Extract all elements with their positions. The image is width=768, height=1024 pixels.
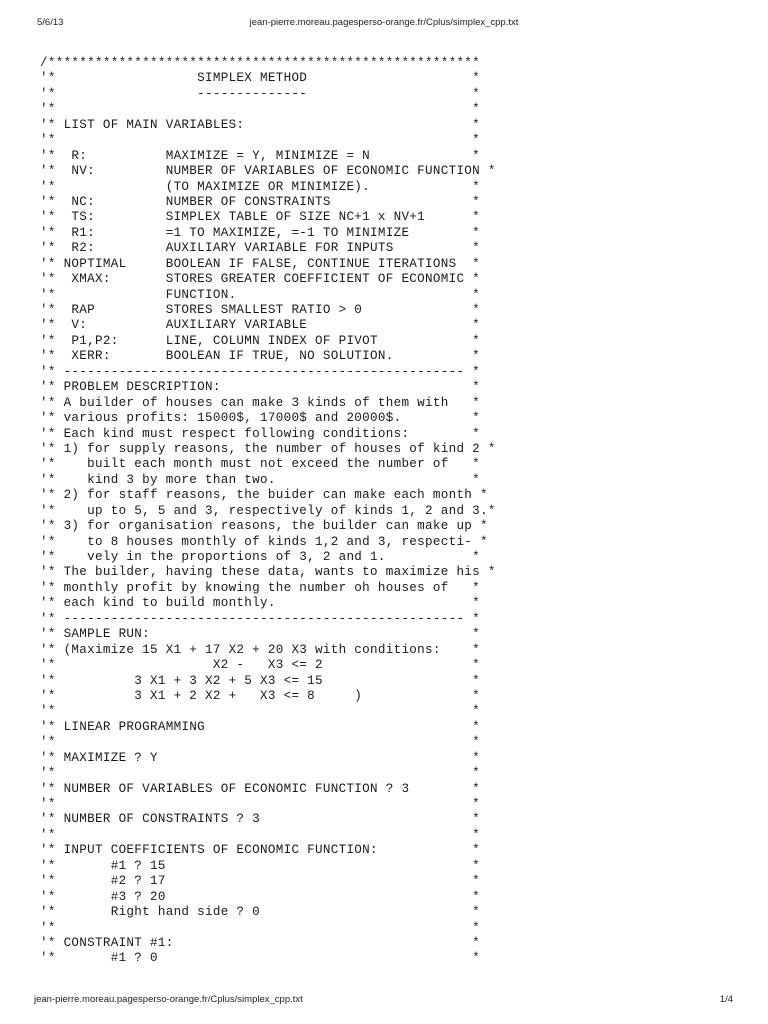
listing-line: '* SIMPLEX METHOD * bbox=[40, 71, 481, 86]
listing-line: '* 3 X1 + 2 X2 + X3 <= 8 ) * bbox=[40, 688, 481, 703]
listing-line: '* --------------------------------------------------- * bbox=[40, 364, 481, 379]
listing-line: '* to 8 houses monthly of kinds 1,2 and 3, respecti- * bbox=[40, 534, 488, 549]
listing-line: '* P1,P2: LINE, COLUMN INDEX OF PIVOT * bbox=[40, 333, 481, 348]
listing-line: '* * bbox=[40, 735, 481, 750]
listing-line: '* monthly profit by knowing the number oh houses of * bbox=[40, 580, 481, 595]
listing-line: '* RAP STORES SMALLEST RATIO > 0 * bbox=[40, 303, 481, 317]
listing-line: '* * bbox=[40, 920, 481, 935]
listing-line: '* * bbox=[40, 766, 481, 781]
listing-line: '* --------------------------------------------------- * bbox=[40, 611, 481, 626]
listing-line: '* XERR: BOOLEAN IF TRUE, NO SOLUTION. * bbox=[40, 349, 481, 364]
listing-line: '* -------------- * bbox=[40, 86, 481, 101]
listing-line: '* * bbox=[40, 704, 481, 719]
listing-line: '* R2: AUXILIARY VARIABLE FOR INPUTS * bbox=[40, 241, 481, 256]
listing-line: '* INPUT COEFFICIENTS OF ECONOMIC FUNCTION: * bbox=[40, 843, 481, 858]
listing-line: '* each kind to build monthly. * bbox=[40, 596, 481, 611]
listing-line: '* various profits: 15000$, 17000$ and 20000$. * bbox=[40, 411, 481, 426]
listing-line: '* * bbox=[40, 797, 481, 811]
listing-line: '* 2) for staff reasons, the buider can make each month * bbox=[40, 488, 488, 503]
listing-line: '* NC: NUMBER OF CONSTRAINTS * bbox=[40, 194, 481, 209]
listing-line: '* #1 ? 0 * bbox=[40, 951, 481, 966]
print-header-url: jean-pierre.moreau.pagesperso-orange.fr/Cplus/simplex_cpp.txt bbox=[249, 17, 519, 28]
listing-line: '* SAMPLE RUN: * bbox=[40, 627, 481, 642]
listing-line: '* XMAX: STORES GREATER COEFFICIENT OF ECONOMIC * bbox=[40, 272, 481, 287]
listing-line: '* 3 X1 + 3 X2 + 5 X3 <= 15 * bbox=[40, 673, 481, 688]
listing-line: '* V: AUXILIARY VARIABLE * bbox=[40, 318, 481, 333]
listing-line: '* 1) for supply reasons, the number of houses of kind 2 * bbox=[40, 441, 496, 456]
listing-line: '* kind 3 by more than two. * bbox=[40, 472, 481, 487]
listing-line: '* LINEAR PROGRAMMING * bbox=[40, 719, 481, 734]
listing-line: '* 3) for organisation reasons, the builder can make up * bbox=[40, 519, 488, 534]
listing-line: '* NUMBER OF VARIABLES OF ECONOMIC FUNCTION ? 3 * bbox=[40, 781, 481, 796]
listing-line: '* #3 ? 20 * bbox=[40, 889, 481, 904]
print-footer bbox=[0, 994, 768, 1008]
listing-line: '* LIST OF MAIN VARIABLES: * bbox=[40, 117, 481, 132]
listing-line: '* The builder, having these data, wants to maximize his * bbox=[40, 565, 496, 580]
print-footer-url: jean-pierre.moreau.pagesperso-orange.fr/Cplus/simplex_cpp.txt bbox=[34, 994, 303, 1005]
listing-line: /******************************************************* bbox=[40, 56, 481, 70]
listing-line: '* NV: NUMBER OF VARIABLES OF ECONOMIC FUNCTION * bbox=[40, 164, 496, 179]
listing-line: '* Each kind must respect following conditions: * bbox=[40, 426, 481, 441]
listing-line: '* * bbox=[40, 102, 481, 117]
listing-line: '* built each month must not exceed the number of * bbox=[40, 457, 481, 472]
listing-line: '* FUNCTION. * bbox=[40, 287, 481, 302]
listing-line: '* * bbox=[40, 827, 481, 842]
listing-line: '* R1: =1 TO MAXIMIZE, =-1 TO MINIMIZE * bbox=[40, 225, 481, 240]
listing-line: '* A builder of houses can make 3 kinds of them with * bbox=[40, 395, 481, 410]
page-number: 1/4 bbox=[719, 994, 733, 1005]
listing-line: '* PROBLEM DESCRIPTION: * bbox=[40, 380, 481, 395]
listing-line: '* NOPTIMAL BOOLEAN IF FALSE, CONTINUE ITERATIONS * bbox=[40, 256, 481, 271]
listing-line: '* #1 ? 15 * bbox=[40, 858, 481, 873]
listing-line: '* MAXIMIZE ? Y * bbox=[40, 750, 481, 765]
print-date: 5/6/13 bbox=[37, 17, 64, 28]
print-header bbox=[0, 17, 768, 31]
listing-line: '* * bbox=[40, 133, 481, 148]
source-listing bbox=[40, 56, 496, 967]
listing-line: '* TS: SIMPLEX TABLE OF SIZE NC+1 x NV+1 * bbox=[40, 210, 481, 225]
listing-line: '* NUMBER OF CONSTRAINTS ? 3 * bbox=[40, 812, 481, 827]
listing-line: '* vely in the proportions of 3, 2 and 1. * bbox=[40, 550, 481, 564]
listing-line: '* Right hand side ? 0 * bbox=[40, 905, 481, 920]
listing-line: '* #2 ? 17 * bbox=[40, 874, 481, 889]
listing-line: '* (Maximize 15 X1 + 17 X2 + 20 X3 with conditions: * bbox=[40, 642, 481, 657]
listing-line: '* up to 5, 5 and 3, respectively of kinds 1, 2 and 3.* bbox=[40, 503, 496, 518]
listing-line: '* CONSTRAINT #1: * bbox=[40, 935, 481, 950]
listing-line: '* (TO MAXIMIZE OR MINIMIZE). * bbox=[40, 179, 481, 194]
listing-line: '* R: MAXIMIZE = Y, MINIMIZE = N * bbox=[40, 148, 481, 163]
listing-line: '* X2 - X3 <= 2 * bbox=[40, 658, 481, 673]
